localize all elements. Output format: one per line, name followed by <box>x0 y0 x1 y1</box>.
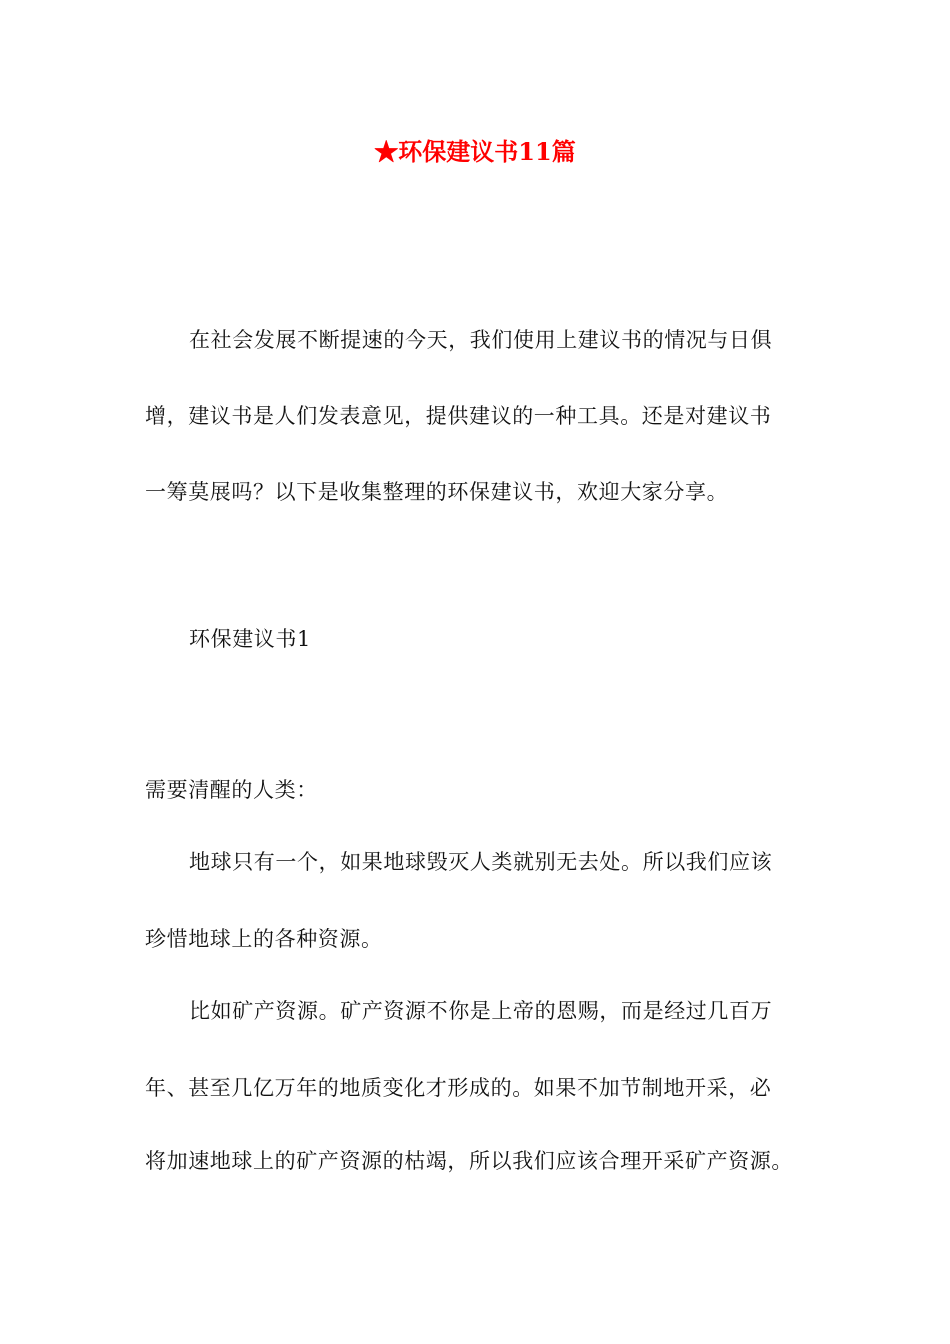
paragraph1-line-1: 地球只有一个，如果地球毁灭人类就别无去处。所以我们应该 <box>189 850 773 874</box>
salutation: 需要清醒的人类： <box>145 778 318 802</box>
intro-line-3: 一筹莫展吗？以下是收集整理的环保建议书，欢迎大家分享。 <box>145 480 729 504</box>
document-title: ★环保建议书11篇 <box>374 137 576 166</box>
paragraph2-line-3: 将加速地球上的矿产资源的枯竭，所以我们应该合理开采矿产资源。 <box>145 1149 793 1173</box>
paragraph2-line-2: 年、甚至几亿万年的地质变化才形成的。如果不加节制地开采，必 <box>145 1076 772 1100</box>
intro-line-2: 增，建议书是人们发表意见，提供建议的一种工具。还是对建议书 <box>145 404 772 428</box>
paragraph1-line-2: 珍惜地球上的各种资源。 <box>145 927 383 951</box>
paragraph2-line-1: 比如矿产资源。矿产资源不你是上帝的恩赐，而是经过几百万 <box>189 999 773 1023</box>
section-heading: 环保建议书1 <box>189 627 311 651</box>
intro-line-1: 在社会发展不断提速的今天，我们使用上建议书的情况与日俱 <box>189 328 773 352</box>
